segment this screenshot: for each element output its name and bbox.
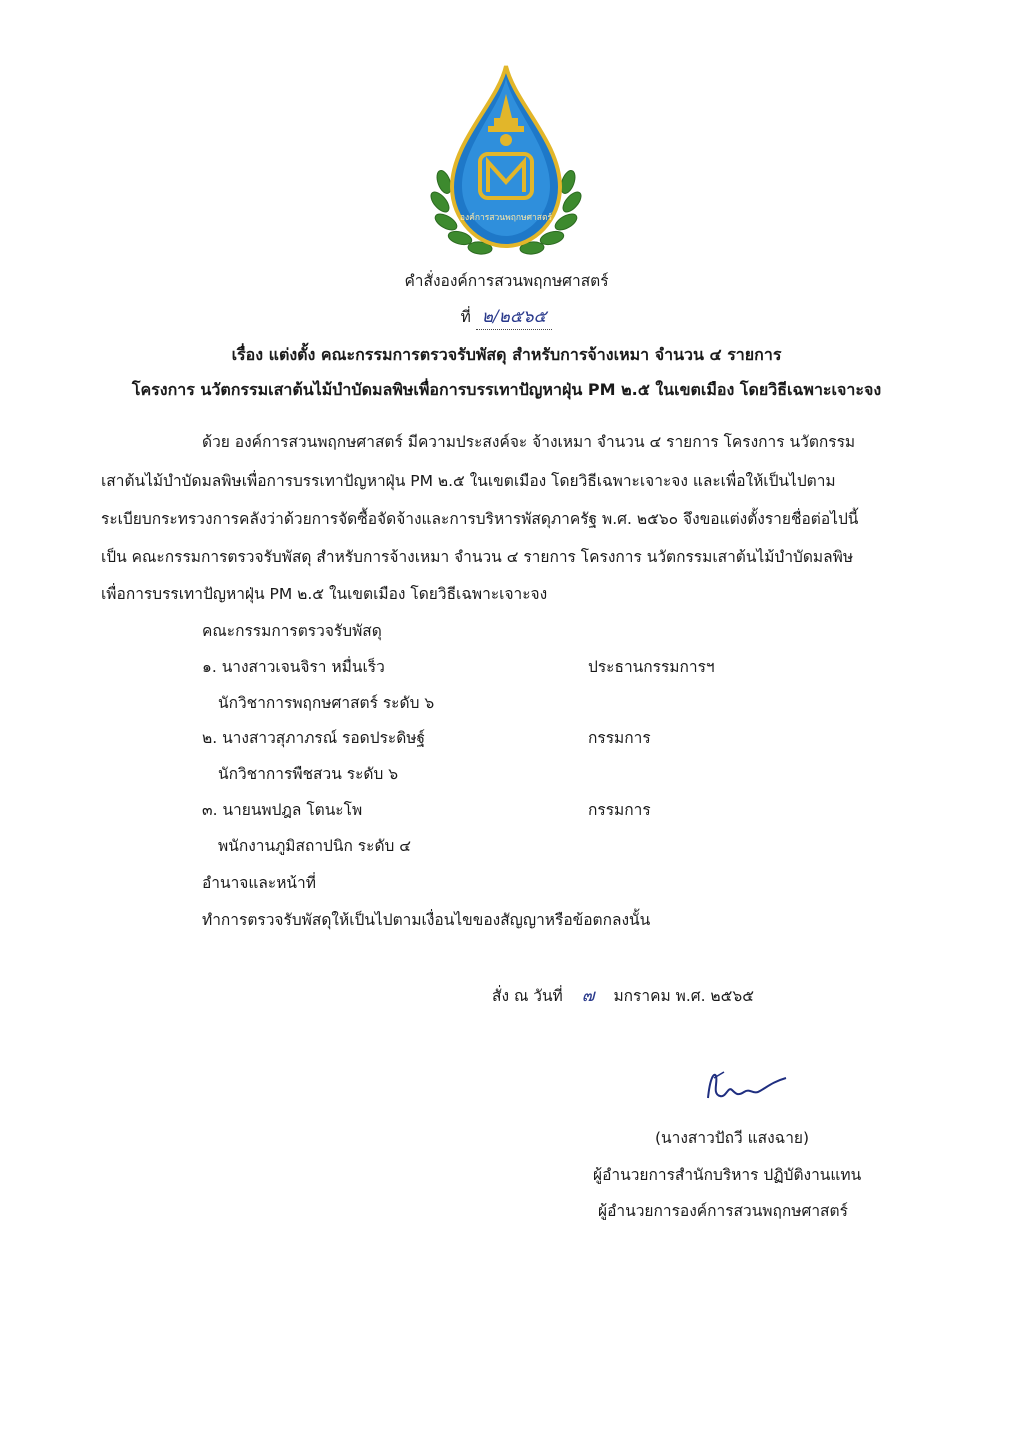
date-prefix: สั่ง ณ วันที่ [492,987,563,1005]
signatory-title-1: ผู้อำนวยการสำนักบริหาร ปฏิบัติงานแทน [593,1166,862,1184]
order-number-line [0,306,1013,328]
signatory-title-2: ผู้อำนวยการองค์การสวนพฤกษศาสตร์ [598,1202,848,1220]
date-day: ๗ [581,986,595,1006]
handwritten-signature [700,1068,790,1108]
order-date [492,985,754,1007]
body-paragraph-line-2: เสาต้นไม้บำบัดมลพิษเพื่อการบรรเทาปัญหาฝุ่น PM ๒.๕ ในเขตเมือง โดยวิธีเฉพาะเจาะจง และเพื่อให้เป็นไปตาม [101,472,836,490]
body-paragraph-line-4: เป็น คณะกรรมการตรวจรับพัสดุ สำหรับการจ้างเหมา จำนวน ๔ รายการ โครงการ นวัตกรรมเสาต้นไม้บำบัดมลพิษ [101,548,854,566]
duty-text: ทำการตรวจรับพัสดุให้เป็นไปตามเงื่อนไขของสัญญาหรือข้อตกลงนั้น [202,911,651,929]
duty-heading: อำนาจและหน้าที่ [202,874,316,892]
member-role: ประธานกรรมการฯ [588,658,715,676]
member-name: ๒. นางสาวสุภาภรณ์ รอดประดิษฐ์ [202,729,426,747]
member-role: กรรมการ [588,801,651,819]
member-name: ๑. นางสาวเจนจิรา หมื่นเร็ว [202,658,385,676]
body-paragraph-line-5: เพื่อการบรรเทาปัญหาฝุ่น PM ๒.๕ ในเขตเมือง โดยวิธีเฉพาะเจาะจง [101,585,548,603]
subject-line-2: โครงการ นวัตกรรมเสาต้นไม้บำบัดมลพิษเพื่อการบรรเทาปัญหาฝุ่น PM ๒.๕ ในเขตเมือง โดยวิธีเฉพาะเจาะจง [131,380,882,399]
member-name: ๓. นายนพปฎล โตนะโพ [202,801,363,819]
order-number: ๒/๒๕๖๕ [476,307,553,330]
member-position: นักวิชาการพฤกษศาสตร์ ระดับ ๖ [218,694,435,712]
member-role: กรรมการ [588,729,651,747]
date-month-year: มกราคม พ.ศ. ๒๕๖๕ [613,987,754,1005]
order-title: คำสั่งองค์การสวนพฤกษศาสตร์ [404,272,609,290]
member-position: พนักงานภูมิสถาปนิก ระดับ ๔ [218,837,412,855]
signatory-name: (นางสาวปัถวี แสงฉาย) [655,1129,810,1147]
committee-heading: คณะกรรมการตรวจรับพัสดุ [202,622,382,640]
body-paragraph-line-1: ด้วย องค์การสวนพฤกษศาสตร์ มีความประสงค์จะ จ้างเหมา จำนวน ๔ รายการ โครงการ นวัตกรรม [202,433,856,451]
subject-line-1: เรื่อง แต่งตั้ง คณะกรรมการตรวจรับพัสดุ สำหรับการจ้างเหมา จำนวน ๔ รายการ [231,345,782,364]
body-paragraph-line-3: ระเบียบกระทรวงการคลังว่าด้วยการจัดซื้อจัดจ้างและการบริหารพัสดุภาครัฐ พ.ศ. ๒๕๖๐ จึงขอแต่งตั้งรายชื่อต่อไปนี้ [101,510,859,528]
member-position: นักวิชาการพืชสวน ระดับ ๖ [218,765,399,783]
order-number-prefix: ที่ [460,308,471,326]
logo-text: องค์การสวนพฤกษศาสตร์ [459,213,553,223]
emblem-logo [428,62,584,258]
